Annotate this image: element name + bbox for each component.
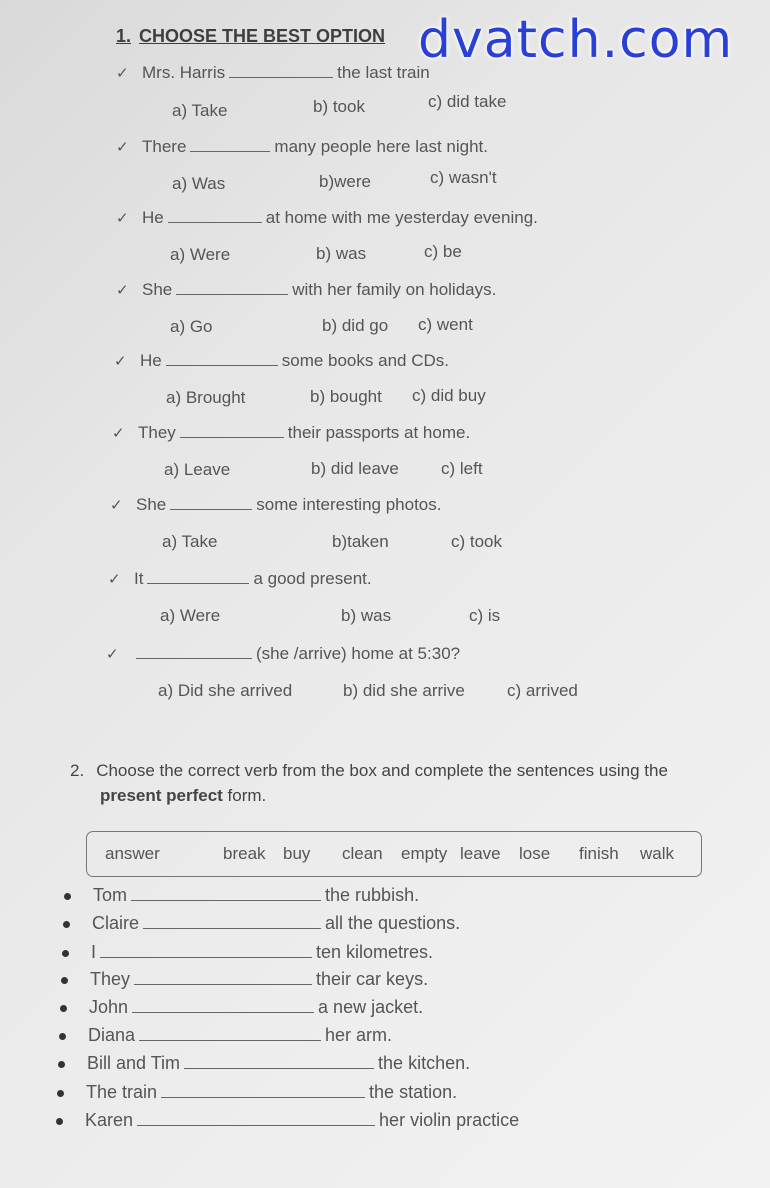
option-a[interactable]: a) Take xyxy=(162,532,218,551)
question-text-before: It xyxy=(134,569,144,588)
answer-blank[interactable] xyxy=(100,943,312,958)
check-mark-icon: ✓ xyxy=(116,209,129,227)
answer-blank[interactable] xyxy=(139,1026,321,1041)
sentence-1 xyxy=(64,885,419,906)
option-c[interactable]: c) did buy xyxy=(412,386,486,405)
question-2 xyxy=(116,137,488,157)
option-a[interactable]: a) Were xyxy=(160,606,221,625)
question-text-after: a good present. xyxy=(253,569,372,588)
option-c[interactable]: c) left xyxy=(441,459,483,478)
question-6 xyxy=(112,423,470,443)
word-option: lose xyxy=(519,844,551,863)
answer-blank[interactable] xyxy=(134,970,312,985)
question-text-after: at home with me yesterday evening. xyxy=(265,208,538,227)
option-b[interactable]: b) took xyxy=(313,97,365,116)
option-b[interactable]: b)were xyxy=(319,172,371,191)
word-option: buy xyxy=(283,844,311,863)
option-a[interactable]: a) Go xyxy=(170,317,213,336)
answer-blank[interactable] xyxy=(143,914,321,929)
check-mark-icon: ✓ xyxy=(108,570,121,588)
word-option: break xyxy=(223,844,266,863)
word-option: clean xyxy=(342,844,383,863)
sentence-subject: John xyxy=(89,997,129,1017)
check-mark-icon: ✓ xyxy=(116,281,129,299)
option-a[interactable]: a) Were xyxy=(170,245,231,264)
sentence-rest: the station. xyxy=(369,1082,458,1102)
question-text-after: many people here last night. xyxy=(274,137,489,156)
question-8 xyxy=(108,569,372,589)
word-option: finish xyxy=(579,844,619,863)
option-b[interactable]: b) bought xyxy=(310,387,382,406)
sentence-rest: a new jacket. xyxy=(318,997,424,1017)
answer-blank[interactable] xyxy=(229,63,333,78)
check-mark-icon: ✓ xyxy=(116,64,129,82)
answer-blank[interactable] xyxy=(147,569,249,584)
answer-blank[interactable] xyxy=(168,208,262,223)
question-text-before: Mrs. Harris xyxy=(142,63,226,82)
option-c[interactable]: c) took xyxy=(451,532,503,551)
question-text-after: some interesting photos. xyxy=(256,495,442,514)
watermark: dvatch.com xyxy=(418,10,734,70)
section2-instruction-bold: present perfect xyxy=(100,786,223,805)
question-text-after: some books and CDs. xyxy=(281,351,449,370)
option-b[interactable]: b) did she arrive xyxy=(343,681,465,700)
option-b[interactable]: b) did go xyxy=(322,316,389,335)
sentence-subject: Bill and Tim xyxy=(87,1053,181,1073)
question-text-before: There xyxy=(142,137,187,156)
option-c[interactable]: c) did take xyxy=(428,92,507,111)
bullet-icon xyxy=(58,1061,65,1068)
question-text-before: She xyxy=(142,280,173,299)
question-text-after: with her family on holidays. xyxy=(292,280,497,299)
option-a[interactable]: a) Did she arrived xyxy=(158,681,293,700)
answer-blank[interactable] xyxy=(170,495,252,510)
sentence-subject: Claire xyxy=(92,913,140,933)
sentence-rest: the kitchen. xyxy=(378,1053,471,1073)
sentence-subject: I xyxy=(91,942,97,962)
sentence-rest: all the questions. xyxy=(325,913,461,933)
sentence-rest: her arm. xyxy=(325,1025,393,1045)
check-mark-icon: ✓ xyxy=(106,645,119,663)
word-option: walk xyxy=(640,844,675,863)
bullet-icon xyxy=(60,1005,67,1012)
option-b[interactable]: b)taken xyxy=(332,532,389,551)
question-3 xyxy=(116,208,538,228)
answer-blank[interactable] xyxy=(176,280,288,295)
question-1 xyxy=(116,63,430,83)
section2-instructions xyxy=(70,758,668,808)
sentence-subject: The train xyxy=(86,1082,158,1102)
section2-instruction-end: form. xyxy=(222,786,267,805)
answer-blank[interactable] xyxy=(184,1054,374,1069)
option-a[interactable]: a) Leave xyxy=(164,460,231,479)
word-option: answer xyxy=(105,844,160,863)
option-b[interactable]: b) was xyxy=(316,244,367,263)
question-9 xyxy=(106,644,460,664)
answer-blank[interactable] xyxy=(190,137,270,152)
answer-blank[interactable] xyxy=(180,423,284,438)
sentence-6 xyxy=(59,1025,392,1046)
option-a[interactable]: a) Was xyxy=(172,174,226,193)
sentence-rest: the rubbish. xyxy=(325,885,420,905)
sentence-subject: Karen xyxy=(85,1110,134,1130)
section2-instruction-start: Choose the correct verb from the box and complete the sentences using the xyxy=(96,761,668,780)
option-c[interactable]: c) wasn't xyxy=(430,168,497,187)
answer-blank[interactable] xyxy=(137,1111,375,1126)
sentence-rest: her violin practice xyxy=(379,1110,520,1130)
question-5 xyxy=(114,351,449,371)
sentence-subject: They xyxy=(90,969,131,989)
sentence-rest: ten kilometres. xyxy=(316,942,434,962)
sentence-subject: Tom xyxy=(93,885,128,905)
question-text-after: (she /arrive) home at 5:30? xyxy=(256,644,461,663)
check-mark-icon: ✓ xyxy=(110,496,123,514)
sentence-9 xyxy=(56,1110,519,1131)
section2-number: 2. xyxy=(70,761,85,780)
question-text-after: their passports at home. xyxy=(287,423,471,442)
section1-title-text: CHOOSE THE BEST OPTION xyxy=(139,26,386,46)
check-mark-icon: ✓ xyxy=(112,424,125,442)
sentence-subject: Diana xyxy=(88,1025,136,1045)
question-text-before: She xyxy=(136,495,167,514)
option-c[interactable]: c) went xyxy=(418,315,473,334)
question-text-before: He xyxy=(142,208,164,227)
sentence-7 xyxy=(58,1053,470,1074)
option-b[interactable]: b) was xyxy=(341,606,392,625)
sentence-8 xyxy=(57,1082,457,1103)
answer-blank[interactable] xyxy=(136,644,252,659)
check-mark-icon: ✓ xyxy=(116,138,129,156)
question-text-after: the last train xyxy=(337,63,430,82)
sentence-5 xyxy=(60,997,423,1018)
bullet-icon xyxy=(56,1118,63,1125)
option-c[interactable]: c) arrived xyxy=(507,681,578,700)
question-text-before: He xyxy=(140,351,162,370)
answer-blank[interactable] xyxy=(132,998,314,1013)
option-a[interactable]: a) Take xyxy=(172,101,228,120)
question-text-before: They xyxy=(138,423,176,442)
question-7 xyxy=(110,495,441,515)
bullet-icon xyxy=(64,893,71,900)
question-4 xyxy=(116,280,496,300)
option-c[interactable]: c) be xyxy=(424,242,462,261)
sentence-rest: their car keys. xyxy=(316,969,429,989)
option-b[interactable]: b) did leave xyxy=(311,459,399,478)
word-box xyxy=(86,831,702,877)
bullet-icon xyxy=(57,1090,64,1097)
bullet-icon xyxy=(62,950,69,957)
sentence-2 xyxy=(63,913,460,934)
word-option: leave xyxy=(460,844,501,863)
bullet-icon xyxy=(61,977,68,984)
section1-title xyxy=(116,26,385,47)
bullet-icon xyxy=(63,921,70,928)
word-option: empty xyxy=(401,844,448,863)
answer-blank[interactable] xyxy=(131,886,321,901)
check-mark-icon: ✓ xyxy=(114,352,127,370)
bullet-icon xyxy=(59,1033,66,1040)
answer-blank[interactable] xyxy=(166,351,278,366)
option-c[interactable]: c) is xyxy=(469,606,501,625)
sentence-3 xyxy=(62,942,433,963)
sentence-4 xyxy=(61,969,428,990)
section1-number: 1. xyxy=(116,26,132,46)
answer-blank[interactable] xyxy=(161,1083,365,1098)
option-a[interactable]: a) Brought xyxy=(166,388,246,407)
